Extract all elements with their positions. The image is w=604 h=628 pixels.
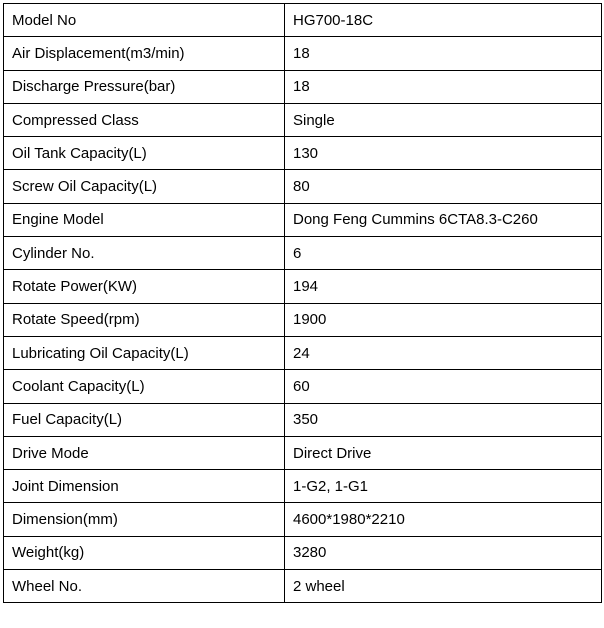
table-row — [4, 170, 602, 203]
row-value-dimension: 4600*1980*2210 — [285, 503, 602, 536]
row-value-cylinder-no: 6 — [285, 237, 602, 270]
table-row — [4, 203, 602, 236]
row-label-model-no: Model No — [4, 4, 285, 37]
row-label-drive-mode: Drive Mode — [4, 436, 285, 469]
row-label-dimension: Dimension(mm) — [4, 503, 285, 536]
table-row — [4, 536, 602, 569]
row-label-rotate-power: Rotate Power(KW) — [4, 270, 285, 303]
row-label-compressed-class: Compressed Class — [4, 103, 285, 136]
spec-table — [3, 3, 602, 603]
table-row — [4, 137, 602, 170]
row-label-screw-oil-capacity: Screw Oil Capacity(L) — [4, 170, 285, 203]
table-row — [4, 403, 602, 436]
row-label-weight: Weight(kg) — [4, 536, 285, 569]
row-value-screw-oil-capacity: 80 — [285, 170, 602, 203]
row-value-lubricating-oil-capacity: 24 — [285, 336, 602, 369]
row-label-air-displacement: Air Displacement(m3/min) — [4, 37, 285, 70]
row-label-engine-model: Engine Model — [4, 203, 285, 236]
row-value-weight: 3280 — [285, 536, 602, 569]
table-row — [4, 336, 602, 369]
table-row — [4, 70, 602, 103]
row-value-rotate-speed: 1900 — [285, 303, 602, 336]
row-value-air-displacement: 18 — [285, 37, 602, 70]
row-value-oil-tank-capacity: 130 — [285, 137, 602, 170]
row-value-model-no: HG700-18C — [285, 4, 602, 37]
row-label-cylinder-no: Cylinder No. — [4, 237, 285, 270]
table-row — [4, 503, 602, 536]
table-row — [4, 270, 602, 303]
row-value-fuel-capacity: 350 — [285, 403, 602, 436]
row-label-oil-tank-capacity: Oil Tank Capacity(L) — [4, 137, 285, 170]
row-value-compressed-class: Single — [285, 103, 602, 136]
row-label-wheel-no: Wheel No. — [4, 570, 285, 603]
row-label-joint-dimension: Joint Dimension — [4, 470, 285, 503]
table-row — [4, 470, 602, 503]
row-value-rotate-power: 194 — [285, 270, 602, 303]
table-row — [4, 237, 602, 270]
row-label-discharge-pressure: Discharge Pressure(bar) — [4, 70, 285, 103]
table-row — [4, 436, 602, 469]
table-row — [4, 370, 602, 403]
row-value-discharge-pressure: 18 — [285, 70, 602, 103]
table-row — [4, 4, 602, 37]
row-label-lubricating-oil-capacity: Lubricating Oil Capacity(L) — [4, 336, 285, 369]
spec-table-body — [4, 4, 602, 603]
table-row — [4, 103, 602, 136]
row-label-coolant-capacity: Coolant Capacity(L) — [4, 370, 285, 403]
row-value-wheel-no: 2 wheel — [285, 570, 602, 603]
table-row — [4, 303, 602, 336]
row-value-coolant-capacity: 60 — [285, 370, 602, 403]
table-row — [4, 570, 602, 603]
row-value-engine-model: Dong Feng Cummins 6CTA8.3-C260 — [285, 203, 602, 236]
row-value-joint-dimension: 1-G2, 1-G1 — [285, 470, 602, 503]
row-value-drive-mode: Direct Drive — [285, 436, 602, 469]
table-row — [4, 37, 602, 70]
row-label-rotate-speed: Rotate Speed(rpm) — [4, 303, 285, 336]
row-label-fuel-capacity: Fuel Capacity(L) — [4, 403, 285, 436]
